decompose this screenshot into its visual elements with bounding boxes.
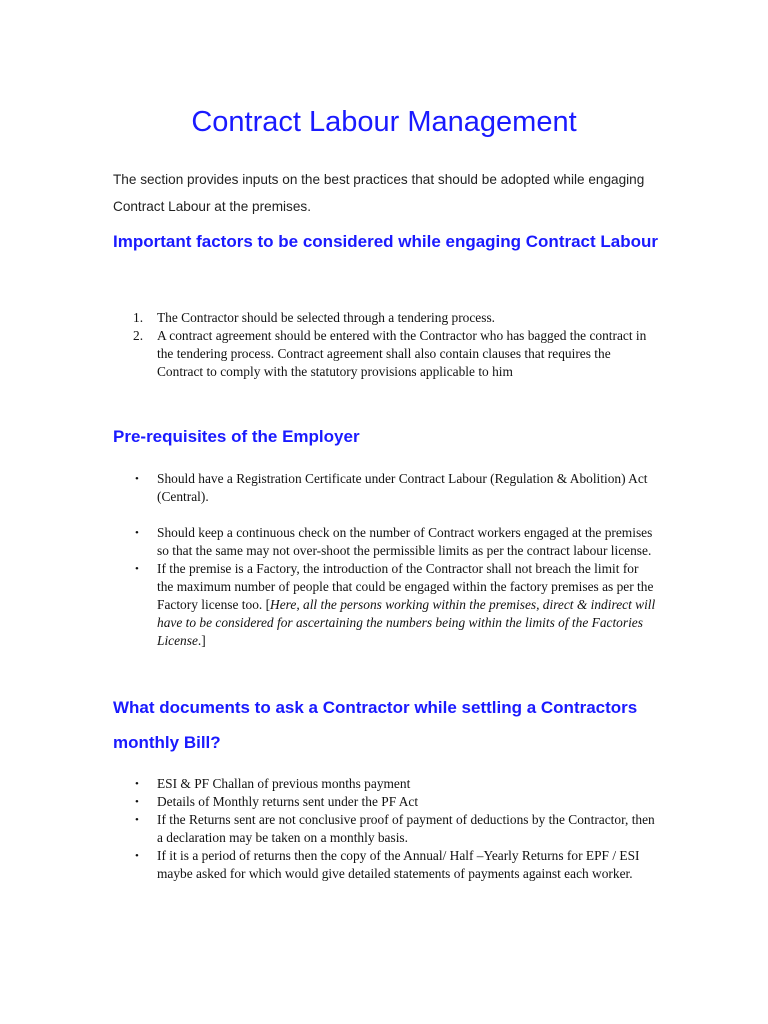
list-spacer xyxy=(157,506,657,524)
bullet-icon: • xyxy=(135,796,139,808)
list-item xyxy=(135,560,657,650)
list-item xyxy=(135,847,657,883)
list-item-text: If the premise is a Factory, the introduction of the Contractor shall not breach the limit for the maximum number of people that could be engaged within the factory premises as per the Factory license too. [ xyxy=(157,561,654,612)
list-item-text: If it is a period of returns then the copy of the Annual/ Half –Yearly Returns for EPF / ESI maybe asked for which would give detailed statements of payments against each worker. xyxy=(157,848,640,881)
list-item-text: Details of Monthly returns sent under the PF Act xyxy=(157,794,419,809)
bullet-icon: • xyxy=(135,563,139,575)
important-factors-list xyxy=(133,309,657,381)
list-item xyxy=(135,524,657,560)
list-item xyxy=(135,470,657,506)
list-item-text: ESI & PF Challan of previous months payment xyxy=(157,776,411,791)
list-item-text: Should have a Registration Certificate under Contract Labour (Regulation & Abolition) Act (Central). xyxy=(157,471,648,504)
prerequisites-list xyxy=(135,470,657,650)
documents-list xyxy=(135,775,657,883)
list-item xyxy=(135,811,657,847)
list-item xyxy=(133,327,657,381)
bullet-icon: • xyxy=(135,850,139,862)
page-title: Contract Labour Management xyxy=(191,106,577,138)
section-heading-documents: What documents to ask a Contractor while settling a Contractors monthly Bill? xyxy=(113,698,638,752)
list-item-italic-note: Here, all the persons working within the premises, direct & indirect will have to be considered for ascertaining the numbers being within the limits of the Factories License xyxy=(157,597,656,648)
list-item-text: If the Returns sent are not conclusive proof of payment of deductions by the Contractor, then a declaration may be taken on a monthly basis. xyxy=(157,812,655,845)
section-heading-prerequisites: Pre-requisites of the Employer xyxy=(113,427,360,446)
section-heading-important-factors: Important factors to be considered while engaging Contract Labour xyxy=(113,232,658,251)
list-item-text-tail: .] xyxy=(197,633,206,648)
list-item-text: Should keep a continuous check on the number of Contract workers engaged at the premises so that the same may not over-shoot the permissible limits as per the contract labour license. xyxy=(157,525,653,558)
list-number: 2. xyxy=(133,328,144,343)
bullet-icon: • xyxy=(135,814,139,826)
bullet-icon: • xyxy=(135,473,139,485)
list-item xyxy=(133,309,657,327)
list-item-text: A contract agreement should be entered with the Contractor who has bagged the contract in the tendering process. Contract agreement shall also contain clauses that requires the Contract to comply with the statutory provisions applicable to him xyxy=(157,328,647,379)
list-number: 1. xyxy=(133,310,144,325)
bullet-icon: • xyxy=(135,778,139,790)
list-item xyxy=(135,793,657,811)
intro-paragraph: The section provides inputs on the best practices that should be adopted while engaging Contract Labour at the premises. xyxy=(113,172,645,214)
list-item-text: The Contractor should be selected through a tendering process. xyxy=(157,310,496,325)
bullet-icon: • xyxy=(135,527,139,539)
list-item xyxy=(135,775,657,793)
